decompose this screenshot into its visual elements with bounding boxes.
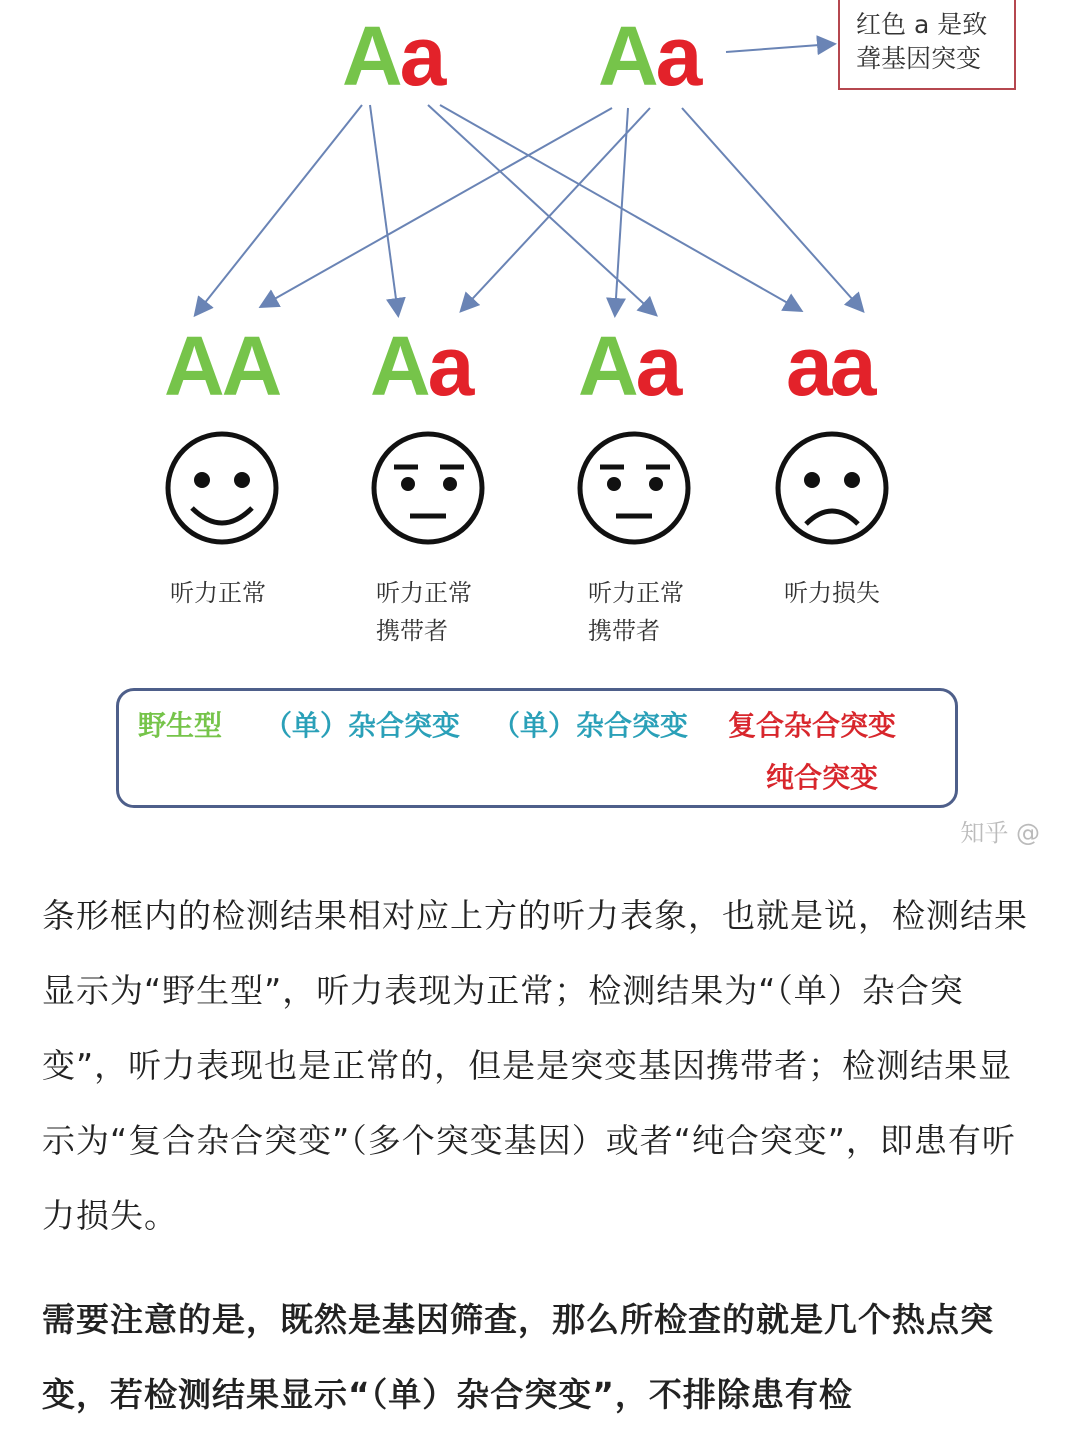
result-homo: 纯合突变 [766,761,879,794]
paragraph-2: 需要注意的是，既然是基因筛查，那么所检查的就是几个热点突变，若检测结果显示“（单）杂合突变”，不排除患有检 [42,1300,994,1414]
child-label-2 [376,574,472,650]
note-line2: 聋基因突变 [856,44,982,73]
allele-recessive: a [655,9,700,103]
allele: A [370,319,428,413]
child-genotype-2 [370,318,471,415]
result-compound: 复合杂合突变 [728,709,897,742]
child-genotype-1 [164,318,279,415]
label: 听力正常 [376,579,472,607]
label: 听力损失 [784,579,880,607]
child-label-4 [784,574,880,612]
note-line1: 红色 a 是致 [856,10,988,39]
child-genotype-3 [578,318,679,415]
child-label-1 [170,574,266,612]
label: 听力正常 [170,579,266,607]
paragraph-1: 条形框内的检测结果相对应上方的听力表象，也就是说，检测结果显示为“野生型”，听力表现为正常；检测结果为“（单）杂合突变”，听力表现也是正常的，但是是突变基因携带者；检测结果显示为“复合杂合突变”（多个突变基因）或者“纯合突变”，即患有听力损失。 [42,896,1028,1235]
result-wild: 野生型 [138,709,223,742]
result-het-2: （单）杂合突变 [492,709,689,742]
child-genotype-4 [786,318,873,415]
mutation-note [838,0,1016,90]
allele: a [829,319,874,413]
result-het-1: （单）杂合突变 [264,709,461,742]
child-label-3 [588,574,684,650]
allele: A [221,319,280,413]
allele-recessive: a [399,9,444,103]
allele-dominant: A [342,9,400,103]
label: 听力正常 [588,579,684,607]
allele-dominant: A [598,9,656,103]
parent-genotype-2 [598,8,699,105]
watermark: 知乎 @ [960,819,1040,847]
parent-genotype-1 [342,8,443,105]
allele: A [164,319,222,413]
allele: a [786,319,830,413]
label: 携带者 [588,617,660,645]
allele: a [635,319,680,413]
label: 携带者 [376,617,448,645]
allele: a [427,319,472,413]
allele: A [578,319,636,413]
